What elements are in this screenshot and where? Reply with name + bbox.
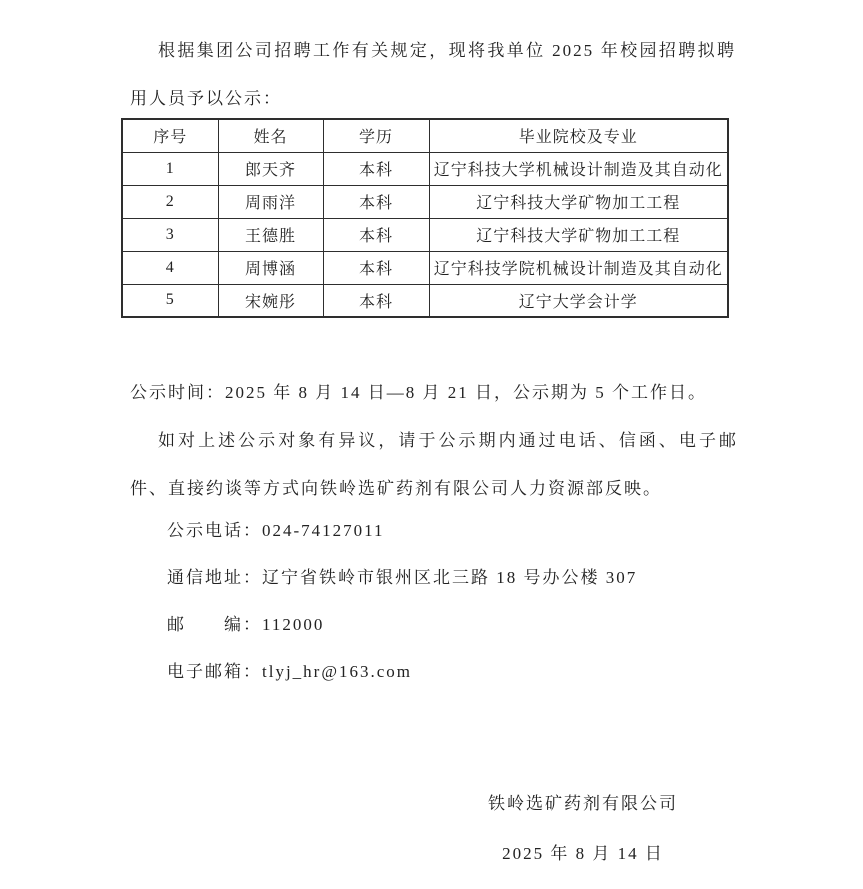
cell-name: 宋婉彤 [218,284,323,317]
cell-major: 辽宁科技学院机械设计制造及其自动化 [429,251,728,284]
header-cell-major: 毕业院校及专业 [429,119,728,152]
cell-major: 辽宁科技大学矿物加工工程 [429,218,728,251]
cell-name: 郎天齐 [218,152,323,185]
cell-no: 4 [122,251,218,284]
signature-block [433,779,733,879]
cell-edu: 本科 [323,152,429,185]
company-signature: 铁岭选矿药剂有限公司 [488,794,678,813]
cell-name: 周博涵 [218,251,323,284]
cell-no: 2 [122,185,218,218]
cell-major: 辽宁大学会计学 [429,284,728,317]
contact-info [130,507,738,695]
candidate-table [121,118,729,318]
cell-edu: 本科 [323,185,429,218]
cell-major: 辽宁科技大学机械设计制造及其自动化 [429,152,728,185]
cell-no: 5 [122,284,218,317]
signature-date: 2025 年 8 月 14 日 [502,844,664,863]
table-row [122,284,728,317]
header-cell-edu: 学历 [323,119,429,152]
cell-name: 王德胜 [218,218,323,251]
cell-edu: 本科 [323,251,429,284]
table-row [122,218,728,251]
contact-email: 电子邮箱：tlyj_hr@163.com [167,662,413,681]
cell-name: 周雨洋 [218,185,323,218]
table-row [122,251,728,284]
header-cell-name: 姓名 [218,119,323,152]
contact-address: 通信地址：辽宁省铁岭市银州区北三路 18 号办公楼 307 [167,568,638,587]
cell-major: 辽宁科技大学矿物加工工程 [429,185,728,218]
cell-edu: 本科 [323,218,429,251]
contact-phone: 公示电话：024-74127011 [167,521,385,540]
cell-no: 3 [122,218,218,251]
table-row [122,185,728,218]
intro-paragraph: 根据集团公司招聘工作有关规定，现将我单位 2025 年校园招聘拟聘用人员予以公示： [130,41,736,108]
publicity-period-paragraph: 公示时间：2025 年 8 月 14 日—8 月 21 日，公示期为 5 个工作日。 [130,383,707,402]
cell-edu: 本科 [323,284,429,317]
table-header-row [122,119,728,152]
objection-paragraph: 如对上述公示对象有异议，请于公示期内通过电话、信函、电子邮件、直接约谈等方式向铁岭选矿药剂有限公司人力资源部反映。 [130,431,738,498]
candidate-table-container [121,118,727,318]
header-cell-no: 序号 [122,119,218,152]
notice-body [130,369,738,513]
table-row [122,152,728,185]
contact-postcode: 邮 编：112000 [167,615,325,634]
cell-no: 1 [122,152,218,185]
